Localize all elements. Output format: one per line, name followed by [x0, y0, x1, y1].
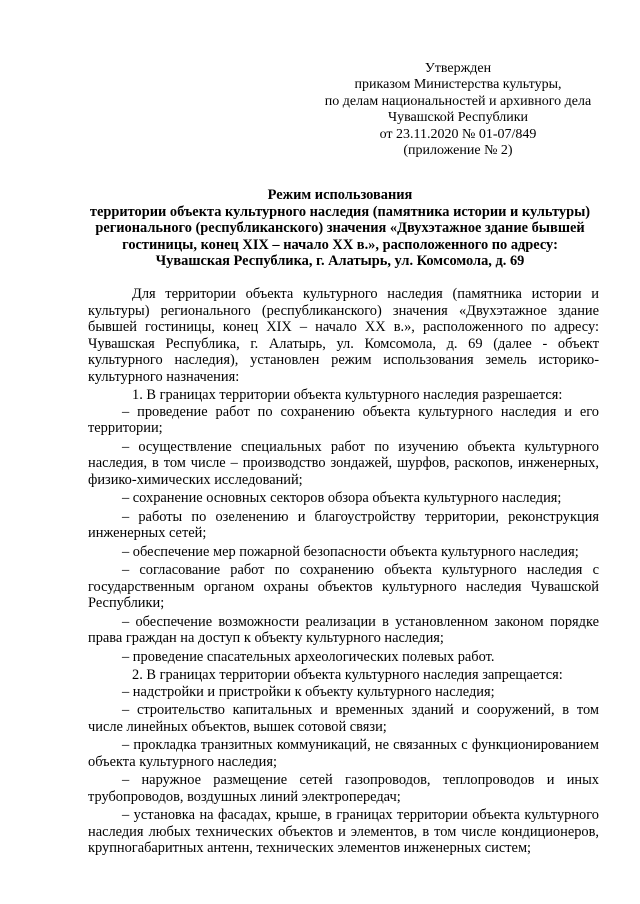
approval-line: от 23.11.2020 № 01-07/849: [379, 126, 537, 142]
title-line: Чувашская Республика, г. Алатырь, ул. Комсомола, д. 69: [155, 253, 525, 270]
list-item: – обеспечение мер пожарной безопасности объекта культурного наследия;: [122, 543, 579, 560]
list-item: – работы по озеленению и благоустройству территории, реконструкция инженерных сетей;: [88, 508, 599, 541]
title-line: регионального (республиканского) значения «Двухэтажное здание бывшей: [95, 220, 585, 237]
title-line: территории объекта культурного наследия (памятника истории и культуры): [89, 203, 591, 220]
title-line: Режим использования: [267, 187, 413, 203]
list-item: – обеспечение возможности реализации в установленном законом порядке права граждан на доступ к объекту культурного наследия;: [88, 613, 599, 646]
list-item: – проведение работ по сохранению объекта культурного наследия и его территории;: [88, 403, 599, 436]
approval-block: [318, 61, 598, 159]
approval-line: приказом Министерства культуры,: [354, 77, 562, 93]
section-2-heading: 2. В границах территории объекта культурного наследия запрещается:: [132, 667, 563, 683]
list-item: – строительство капитальных и временных зданий и сооружений, в том числе линейных объектов, вышек сотовой связи;: [88, 702, 599, 735]
list-item: – сохранение основных секторов обзора объекта культурного наследия;: [122, 490, 562, 506]
list-item: – наружное размещение сетей газопроводов, теплопроводов и иных трубопроводов, воздушных линий электропередач;: [88, 772, 599, 805]
intro-paragraph: Для территории объекта культурного наследия (памятника истории и культуры) регионального (республиканского) значения «Двухэтажное здание бывшей гостиницы, конец XIX – начало XX в.», расположенного по адресу: Чувашская Республика, г. Алатырь, ул. Комсомола, д. 69 (далее - объект культурного наследия), установлен режим использования земель историко-культурного назначения:: [88, 286, 599, 385]
approval-line: (приложение № 2): [403, 143, 513, 159]
document-title: [80, 187, 600, 270]
list-item: – прокладка транзитных коммуникаций, не связанных с функционированием объекта культурного наследия;: [88, 737, 599, 770]
list-item: – осуществление специальных работ по изучению объекта культурного наследия, в том числе – производство зондажей, шурфов, раскопов, инженерных, физико-химических исследований;: [88, 438, 599, 488]
list-item: – проведение спасательных археологических полевых работ.: [122, 648, 495, 665]
approval-line: по делам национальностей и архивного дела: [324, 93, 592, 109]
list-item: – установка на фасадах, крыше, в границах территории объекта культурного наследия любых технических объектов и элементов, в том числе кондиционеров, крупногабаритных антенн, технических элементов инженерных систем;: [88, 807, 599, 856]
approval-line: Утвержден: [424, 61, 492, 76]
list-item: – согласование работ по сохранению объекта культурного наследия с государственным органом охраны объектов культурного наследия Чувашской Республики;: [88, 562, 599, 611]
title-line: гостиницы, конец XIX – начало XX в.», расположенного по адресу:: [122, 236, 558, 253]
approval-line: Чувашской Республики: [387, 110, 529, 126]
document-body: [88, 286, 599, 857]
list-item: – надстройки и пристройки к объекту культурного наследия;: [122, 683, 495, 700]
section-1-heading: 1. В границах территории объекта культурного наследия разрешается:: [132, 387, 563, 403]
